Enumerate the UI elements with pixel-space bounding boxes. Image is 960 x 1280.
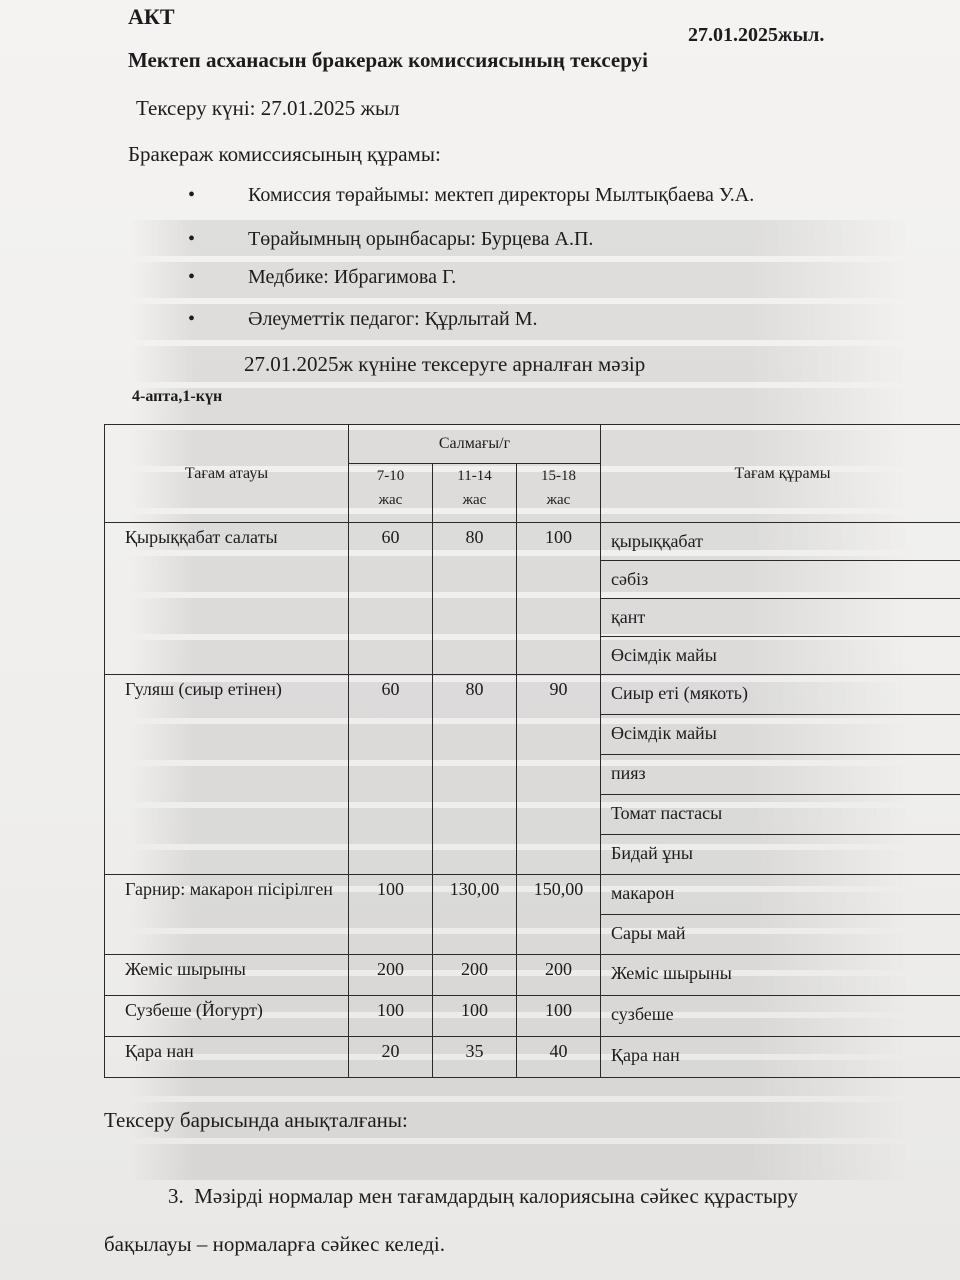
weight-cell: 100 [349,996,433,1037]
table-header-row [105,425,960,464]
dish-name-cell: Қара нан [105,1037,349,1078]
finding-item [168,1184,798,1209]
dish-name-cell: Қырыққабат салаты [105,523,349,675]
member-item: Комиссия төрайымы: мектеп директоры Мылтықбаева У.А. [248,184,755,206]
weight-cell: 200 [517,955,601,996]
bullet-icon: • [188,266,196,288]
menu-table [104,424,960,1078]
ingredient-cell: Бидай ұны [601,835,960,875]
ingredient-cell: Сары май [601,915,960,955]
weight-cell: 60 [349,675,433,875]
weight-cell: 60 [349,523,433,675]
ingredient-cell: Жеміс шырыны [601,955,960,996]
table-row [105,523,960,561]
member-item: Төрайымның орынбасары: Бурцева А.П. [248,228,594,250]
weight-cell: 20 [349,1037,433,1078]
column-header-weight: Салмағы/г [349,425,601,464]
weight-cell: 150,00 [517,875,601,955]
weight-cell: 100 [517,996,601,1037]
bullet-icon: • [188,184,196,206]
dish-name-cell: Сузбеше (Йогурт) [105,996,349,1037]
weight-cell: 130,00 [433,875,517,955]
ingredient-cell: пияз [601,755,960,795]
ingredient-cell: Өсімдік майы [601,637,960,675]
weight-cell: 100 [349,875,433,955]
menu-title: 27.01.2025ж күніне тексеруге арналған мәзір [244,352,646,376]
weight-cell: 40 [517,1037,601,1078]
dish-name-cell: Гарнир: макарон пісірілген [105,875,349,955]
age-group-header: 7-10 жас [349,464,433,523]
bullet-icon: • [188,308,196,330]
weight-cell: 90 [517,675,601,875]
ingredient-cell: сузбеше [601,996,960,1037]
weight-cell: 200 [349,955,433,996]
table-row [105,996,960,1037]
weight-cell: 200 [433,955,517,996]
column-header-dish-name: Тағам атауы [105,425,349,523]
ingredient-cell: макарон [601,875,960,915]
table-row [105,875,960,915]
ingredient-cell: Сиыр еті (мякоть) [601,675,960,715]
ingredient-cell: қант [601,599,960,637]
findings-heading: Тексеру барысында анықталғаны: [104,1108,408,1132]
weight-cell: 100 [433,996,517,1037]
finding-text-line-1: Мәзірді нормалар мен тағамдардың калориясына сәйкес құрастыру [194,1184,798,1208]
ingredient-cell: сәбіз [601,561,960,599]
column-header-composition: Тағам құрамы [601,425,960,523]
age-group-header: 11-14 жас [433,464,517,523]
finding-number: 3. [168,1184,184,1208]
weight-cell: 35 [433,1037,517,1078]
table-row [105,675,960,715]
weight-cell: 80 [433,523,517,675]
ingredient-cell: Қара нан [601,1037,960,1078]
act-heading: АКТ [128,4,175,29]
table-row [105,955,960,996]
finding-text-line-2: бақылауы – нормаларға сәйкес келеді. [104,1232,445,1256]
weight-cell: 100 [517,523,601,675]
week-day-label: 4-апта,1-күн [132,388,223,405]
age-group-header: 15-18 жас [517,464,601,523]
ingredient-cell: Томат пастасы [601,795,960,835]
act-date: 27.01.2025жыл. [688,24,825,46]
ingredient-cell: қырыққабат [601,523,960,561]
ingredient-cell: Өсімдік майы [601,715,960,755]
weight-cell: 80 [433,675,517,875]
table-row [105,1037,960,1078]
dish-name-cell: Жеміс шырыны [105,955,349,996]
commission-composition-title: Бракераж комиссиясының құрамы: [128,142,441,166]
dish-name-cell: Гуляш (сиыр етінен) [105,675,349,875]
member-item: Әлеуметтік педагог: Құрлытай М. [248,308,538,330]
check-date: Тексеру күні: 27.01.2025 жыл [136,96,400,120]
bullet-icon: • [188,228,196,250]
member-item: Медбике: Ибрагимова Г. [248,266,457,288]
document-title: Мектеп асханасын бракераж комиссиясының тексеруі [128,48,648,72]
